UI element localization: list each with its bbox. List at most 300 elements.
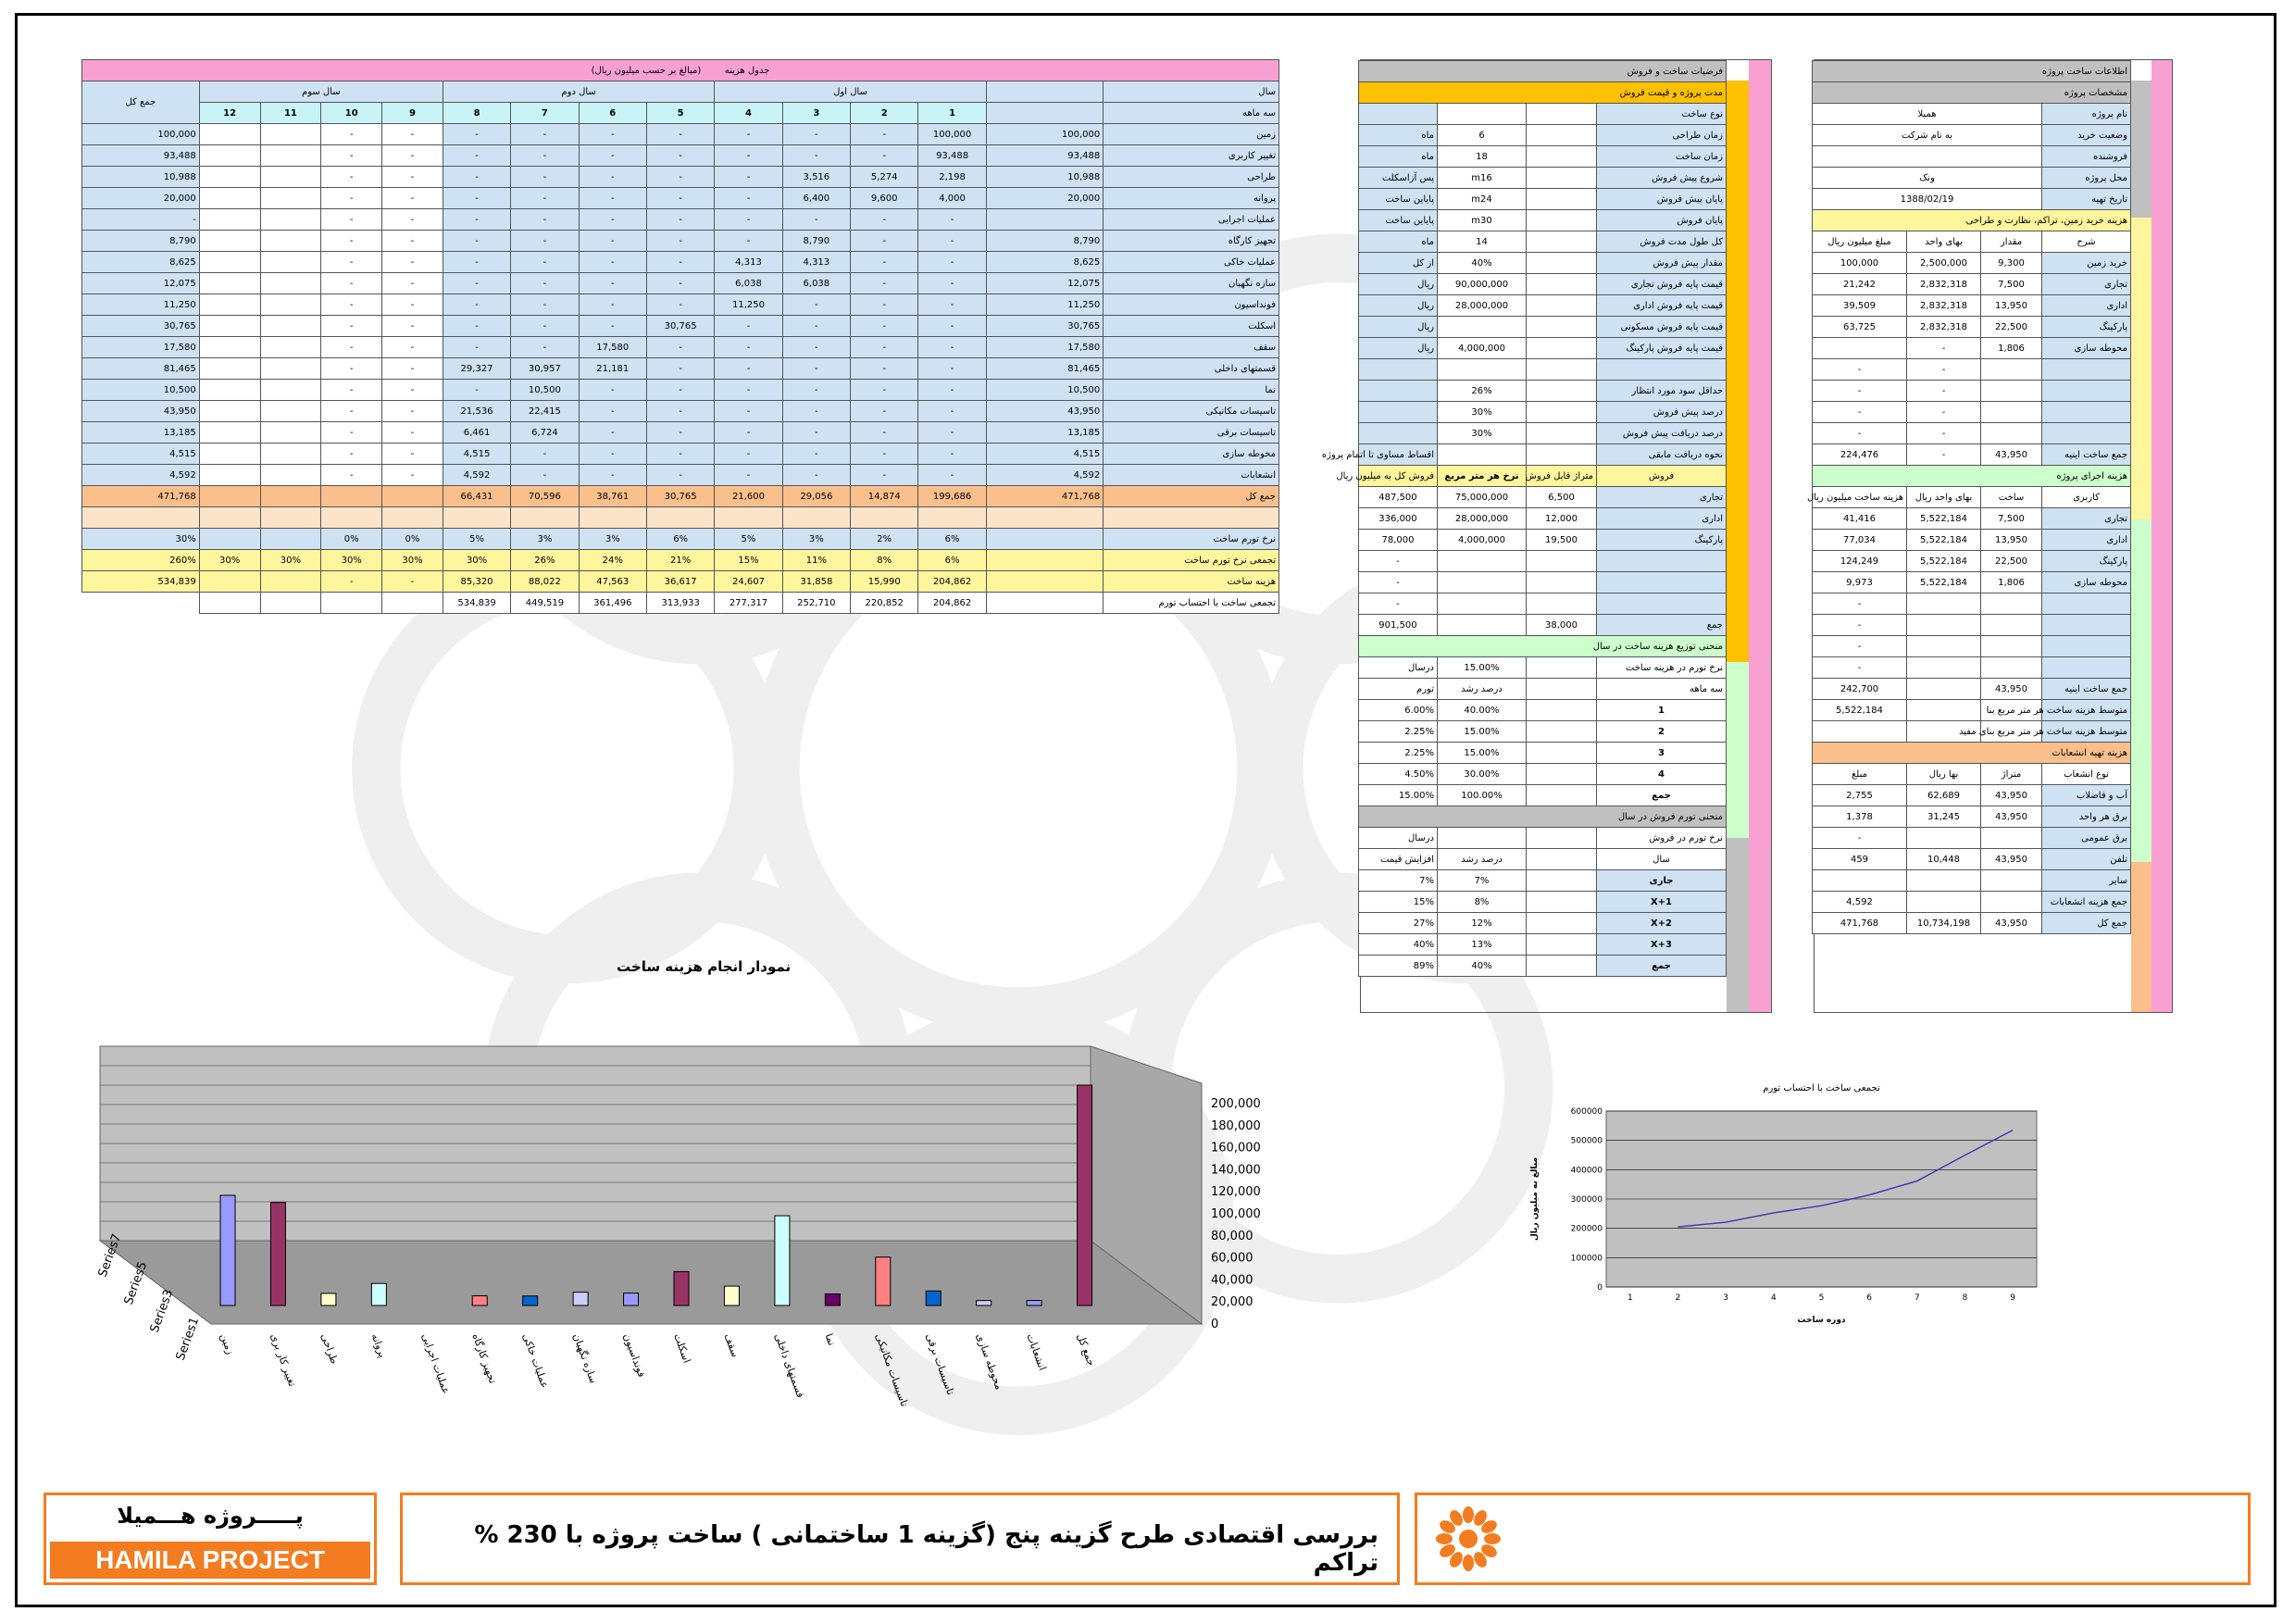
table-cell: - (382, 167, 443, 188)
table-row (82, 358, 1279, 380)
table-cell: نرخ هر متر مربع (1438, 466, 1527, 487)
table-cell: - (851, 294, 918, 316)
table-row (1358, 572, 1726, 593)
table-cell (2042, 402, 2131, 423)
table-cell: 28,000,000 (1438, 508, 1527, 530)
table-cell: - (1813, 359, 1907, 381)
table-cell: پایاین ساخت (1358, 210, 1437, 231)
table-cell: 89% (1358, 956, 1437, 977)
table-cell (1527, 934, 1597, 956)
table-cell: 6% (646, 529, 714, 550)
table-cell: - (443, 316, 510, 337)
table-cell: پارکینگ (2042, 551, 2131, 572)
table-cell: - (715, 167, 782, 188)
table-cell: 6,500 (1527, 487, 1597, 508)
table-row (1813, 146, 2131, 168)
table-cell (1527, 444, 1597, 466)
table-cell (260, 252, 321, 273)
table-cell: 66,431 (443, 486, 510, 507)
table-cell (1358, 104, 1437, 125)
table-cell: 1388/02/19 (1813, 189, 2042, 210)
table-cell: به نام شرکت (1813, 125, 2042, 146)
category-label: اسکلت (671, 1331, 693, 1365)
table-cell: تجاری (2042, 274, 2131, 295)
table-row (1358, 508, 1726, 530)
table-cell: 8,790 (986, 231, 1104, 252)
table-cell (199, 443, 260, 465)
table-cell: - (321, 145, 382, 167)
table-cell (199, 593, 260, 614)
table-cell (1813, 870, 1907, 892)
table-cell: 6,400 (782, 188, 850, 209)
table-cell (199, 167, 260, 188)
table-cell: ماه (1358, 146, 1437, 168)
table-cell (1527, 402, 1597, 423)
table-cell: 4,515 (82, 443, 200, 465)
table-cell: 6,724 (511, 422, 579, 443)
table-row (1813, 870, 2131, 892)
y-tick-label: 100,000 (1211, 1207, 1261, 1221)
table-cell: فروشنده (2042, 146, 2131, 168)
table-row (1813, 253, 2131, 274)
section-header: فرضیات ساخت و فروش (1358, 61, 1726, 82)
bar (724, 1286, 739, 1305)
table-cell: برق عمومی (2042, 828, 2131, 849)
category-label: انشعابات (1024, 1331, 1049, 1372)
table-cell: 17,580 (986, 337, 1104, 358)
table-row (1358, 253, 1726, 274)
table-cell: m24 (1438, 189, 1527, 210)
main-title-box (400, 1493, 1400, 1585)
logo-en: HAMILA PROJECT (50, 1542, 370, 1579)
table-cell: 10,734,198 (1907, 913, 1981, 934)
table-row (1813, 849, 2131, 870)
table-cell: - (1907, 444, 1981, 466)
bar (775, 1216, 790, 1305)
table-cell: 13,950 (1981, 295, 2042, 317)
table-cell: - (1813, 381, 1907, 402)
grand-total-header: جمع کل (82, 81, 200, 124)
table-cell: زمان ساخت (1597, 146, 1727, 168)
table-row (1358, 700, 1726, 721)
table-cell: 7,500 (1981, 274, 2042, 295)
table-row (82, 380, 1279, 401)
bar (977, 1301, 992, 1305)
table-cell: فروش (1597, 466, 1727, 487)
table-cell (260, 486, 321, 507)
table-cell: 14,874 (851, 486, 918, 507)
table-cell: - (579, 316, 646, 337)
table-row (1813, 402, 2131, 423)
section-header: مشخصات پروژه (1813, 82, 2131, 104)
table-cell (1981, 828, 2042, 849)
table-row (82, 401, 1279, 422)
table-cell (1438, 359, 1527, 381)
table-cell: - (321, 124, 382, 145)
quarter-header: 8 (443, 103, 510, 124)
table-cell: - (579, 167, 646, 188)
table-cell: - (646, 209, 714, 231)
table-cell: - (646, 358, 714, 380)
table-cell: 0% (321, 529, 382, 550)
table-cell: 487,500 (1358, 487, 1437, 508)
table-row (82, 209, 1279, 231)
table-cell (1527, 679, 1597, 700)
table-cell: 4,000 (918, 188, 986, 209)
table-cell (199, 422, 260, 443)
y-tick-label: 300000 (1570, 1195, 1603, 1205)
table-cell (1907, 593, 1981, 615)
table-cell: X+2 (1597, 913, 1727, 934)
table-row (82, 231, 1279, 252)
table-cell: - (443, 124, 510, 145)
table-cell: - (646, 380, 714, 401)
table-cell (382, 593, 443, 614)
table-cell: حداقل سود مورد انتظار (1597, 381, 1727, 402)
table-cell (1527, 743, 1597, 764)
table-cell: - (321, 422, 382, 443)
table-cell: - (918, 401, 986, 422)
category-label: پروانه (368, 1331, 389, 1359)
table-cell (321, 486, 382, 507)
table-cell: تجاری (1597, 487, 1727, 508)
quarter-header: 5 (646, 103, 714, 124)
table-cell (1981, 636, 2042, 657)
table-cell: - (646, 145, 714, 167)
y-tick-label: 600000 (1570, 1107, 1603, 1117)
table-cell: - (579, 145, 646, 167)
table-cell: 2,832,318 (1907, 274, 1981, 295)
table-cell: 3 (1597, 743, 1727, 764)
table-cell: از کل (1358, 253, 1437, 274)
table-cell: - (382, 273, 443, 294)
table-cell: - (382, 443, 443, 465)
table-cell: 38,000 (1527, 615, 1597, 636)
table-cell: 7,500 (1981, 508, 2042, 530)
table-cell: - (851, 465, 918, 486)
table-cell (1527, 231, 1597, 253)
table-cell: - (1358, 593, 1437, 615)
table-cell: 4,592 (443, 465, 510, 486)
table-cell: 4,592 (1813, 892, 1907, 913)
table-cell (1907, 870, 1981, 892)
table-cell: - (579, 209, 646, 231)
table-cell: نام پروژه (2042, 104, 2131, 125)
table-cell: 31,858 (782, 571, 850, 593)
table-cell: - (646, 401, 714, 422)
table-cell: هزینه ساخت میلیون ریال (1813, 487, 1907, 508)
table-cell (199, 231, 260, 252)
table-cell (1597, 359, 1727, 381)
table-cell: 252,710 (782, 593, 850, 614)
table-row (1358, 444, 1726, 466)
table-cell: 12,000 (1527, 508, 1597, 530)
table-cell: 4,592 (986, 465, 1104, 486)
table-cell: 313,933 (646, 593, 714, 614)
table-cell: 2.25% (1358, 743, 1437, 764)
table-cell: سال (1597, 849, 1727, 870)
table-cell: - (321, 401, 382, 422)
table-cell: 471,768 (1813, 913, 1907, 934)
section-header: اطلاعات ساخت پروژه (1813, 61, 2131, 82)
table-cell: 93,488 (986, 145, 1104, 167)
table-row (1358, 125, 1726, 146)
table-cell: 14 (1438, 231, 1527, 253)
table-cell: - (1813, 423, 1907, 444)
table-cell: - (321, 294, 382, 316)
table-cell: 24% (579, 550, 646, 571)
table-cell: - (918, 209, 986, 231)
brand-box (1415, 1493, 2251, 1585)
table-row (82, 273, 1279, 294)
table-cell (1981, 423, 2042, 444)
table-cell: - (918, 252, 986, 273)
table-cell (260, 380, 321, 401)
table-cell: - (1907, 359, 1981, 381)
schedule-panel (1321, 59, 1772, 1013)
table-cell (260, 593, 321, 614)
table-cell (1527, 551, 1597, 572)
table-cell (1527, 892, 1597, 913)
table-cell: 6,038 (715, 273, 782, 294)
table-cell: - (443, 273, 510, 294)
table-cell: 27% (1358, 913, 1437, 934)
table-cell: - (579, 188, 646, 209)
table-cell: متراژ قابل فروش (1527, 466, 1597, 487)
table-cell: 4,515 (443, 443, 510, 465)
table-cell (1907, 679, 1981, 700)
table-cell: - (321, 252, 382, 273)
table-cell: 11,250 (715, 294, 782, 316)
table-cell: - (715, 316, 782, 337)
table-cell: اداری (2042, 530, 2131, 551)
table-cell (1438, 317, 1527, 338)
table-cell: - (851, 145, 918, 167)
table-row (1813, 892, 2131, 913)
table-cell: - (511, 145, 579, 167)
table-row (1813, 636, 2131, 657)
table-cell: - (579, 252, 646, 273)
table-cell: - (82, 209, 200, 231)
table-row (1358, 764, 1726, 785)
table-cell: 20,000 (986, 188, 1104, 209)
table-row (82, 294, 1279, 316)
table-cell (1981, 615, 2042, 636)
table-cell (1438, 551, 1527, 572)
table-cell (2042, 381, 2131, 402)
table-cell: 4,313 (782, 252, 850, 273)
table-cell: 93,488 (918, 145, 986, 167)
table-cell: 1 (1597, 700, 1727, 721)
table-cell: 2,755 (1813, 785, 1907, 806)
table-cell: - (918, 422, 986, 443)
bar (270, 1203, 285, 1305)
table-cell: 17,580 (579, 337, 646, 358)
table-cell (1527, 828, 1597, 849)
table-cell: جمع ساخت اینیه (2042, 444, 2131, 466)
table-cell: 11% (782, 550, 850, 571)
table-cell: 30% (82, 529, 200, 550)
table-cell: 204,862 (918, 593, 986, 614)
logo-fa: پـــــروژه هـــمیلا (117, 1503, 304, 1529)
row-label: نرخ تورم ساخت (1104, 529, 1279, 550)
table-cell: - (321, 571, 382, 593)
table-cell: m30 (1438, 210, 1527, 231)
table-cell: 13,950 (1981, 530, 2042, 551)
table-cell: پس آزاسکلت (1358, 168, 1437, 189)
table-cell: - (382, 124, 443, 145)
table-cell: 30.00% (1438, 764, 1527, 785)
table-cell: - (851, 380, 918, 401)
table-row (1358, 892, 1726, 913)
table-cell: - (782, 465, 850, 486)
table-row (1358, 338, 1726, 359)
table-cell: 2% (851, 529, 918, 550)
table-row (82, 124, 1279, 145)
table-cell (260, 145, 321, 167)
table-cell: متوسط هزینه ساخت هر متر مربع بنای مفید (2042, 721, 2131, 743)
category-label: طراحی (318, 1331, 341, 1366)
table-cell (2042, 636, 2131, 657)
table-cell: 4,515 (986, 443, 1104, 465)
table-cell: 10,448 (1907, 849, 1981, 870)
table-cell: 6,461 (443, 422, 510, 443)
table-cell: 6 (1438, 125, 1527, 146)
table-cell: 534,839 (82, 571, 200, 593)
table-cell: - (382, 188, 443, 209)
table-cell: 17,580 (82, 337, 200, 358)
table-cell: 43,950 (1981, 444, 2042, 466)
table-cell: 4,000,000 (1438, 530, 1527, 551)
table-cell: ریال (1358, 338, 1437, 359)
table-cell (260, 358, 321, 380)
table-cell: کاربری (2042, 487, 2131, 508)
table-cell: 15,990 (851, 571, 918, 593)
table-cell: پایاین ساخت (1358, 189, 1437, 210)
bar (573, 1293, 588, 1305)
table-cell: 8,625 (986, 252, 1104, 273)
table-cell (1527, 146, 1597, 168)
table-cell: 30% (260, 550, 321, 571)
table-cell: 39,509 (1813, 295, 1907, 317)
table-cell: - (715, 401, 782, 422)
table-row (1813, 530, 2131, 551)
table-row (1813, 593, 2131, 615)
y-tick-label: 180,000 (1211, 1118, 1261, 1133)
table-cell: - (851, 124, 918, 145)
table-cell: 21,181 (579, 358, 646, 380)
table-cell: - (443, 231, 510, 252)
bar (926, 1291, 941, 1305)
table-cell: 43,950 (1981, 913, 2042, 934)
category-label: نما (822, 1331, 839, 1348)
table-cell: 36,617 (646, 571, 714, 593)
table-cell (1527, 657, 1597, 679)
table-cell: - (382, 231, 443, 252)
table-cell (1981, 657, 2042, 679)
table-cell: اداری (2042, 295, 2131, 317)
table-cell: ماه (1358, 231, 1437, 253)
row-label: محوطه سازی (1104, 443, 1279, 465)
year-2-header: سال دوم (443, 81, 714, 103)
table-cell: - (579, 443, 646, 465)
table-cell: تورم (1358, 679, 1437, 700)
table-cell: 124,249 (1813, 551, 1907, 572)
table-cell: 220,852 (851, 593, 918, 614)
table-cell: 30,765 (646, 486, 714, 507)
table-cell: - (511, 273, 579, 294)
table-cell: 9,600 (851, 188, 918, 209)
table-cell: ریال (1358, 274, 1437, 295)
table-cell: پارکینگ (2042, 317, 2131, 338)
table-cell: 4.50% (1358, 764, 1437, 785)
y-tick-label: 500000 (1570, 1136, 1603, 1146)
table-cell: - (382, 252, 443, 273)
category-label: تغییر کار بری (268, 1331, 299, 1389)
table-cell: 8,625 (82, 252, 200, 273)
table-cell (1907, 657, 1981, 679)
table-cell (986, 571, 1104, 593)
table-cell: آب و فاضلاب (2042, 785, 2131, 806)
row-label: عملیات اجرایی (1104, 209, 1279, 231)
bar (624, 1293, 639, 1305)
table-row (82, 252, 1279, 273)
table-cell (199, 273, 260, 294)
row-label: نما (1104, 380, 1279, 401)
table-cell: 100,000 (986, 124, 1104, 145)
category-label: سقف (721, 1331, 742, 1359)
table-cell: - (382, 358, 443, 380)
table-cell (1527, 253, 1597, 274)
table-cell: نحوه دریافت مابقی (1597, 444, 1727, 466)
table-cell (1981, 381, 2042, 402)
sunflower-logo-icon (1427, 1497, 1510, 1580)
table-cell: 2.25% (1358, 721, 1437, 743)
table-cell (199, 145, 260, 167)
table-cell: 204,862 (918, 571, 986, 593)
logo-box (44, 1493, 377, 1585)
table-cell: - (715, 209, 782, 231)
y-tick-label: 140,000 (1211, 1163, 1261, 1178)
table-row (1813, 700, 2131, 721)
table-row (1358, 593, 1726, 615)
quarter-header: 12 (199, 103, 260, 124)
cost-table (81, 59, 1279, 614)
table-cell (1527, 764, 1597, 785)
row-label: تغییر کاربری (1104, 145, 1279, 167)
x-tick-label: 1 (1627, 1293, 1633, 1303)
table-row (1813, 551, 2131, 572)
table-cell: جمع ساخت اینیه (2042, 679, 2131, 700)
table-cell: خرید زمین (2042, 253, 2131, 274)
table-cell: 449,519 (511, 593, 579, 614)
table-row (1358, 551, 1726, 572)
table-cell (260, 294, 321, 316)
table-cell: 28,000,000 (1438, 295, 1527, 317)
table-cell: - (511, 465, 579, 486)
table-cell: جاری (1597, 870, 1727, 892)
table-row (1358, 210, 1726, 231)
table-cell (199, 124, 260, 145)
table-cell (1527, 168, 1597, 189)
table-cell (1527, 189, 1597, 210)
table-row (1358, 487, 1726, 508)
table-cell (1813, 146, 2042, 168)
table-row (1358, 913, 1726, 934)
table-row (1358, 530, 1726, 551)
table-cell: 2,500,000 (1907, 253, 1981, 274)
table-cell: 30% (382, 550, 443, 571)
